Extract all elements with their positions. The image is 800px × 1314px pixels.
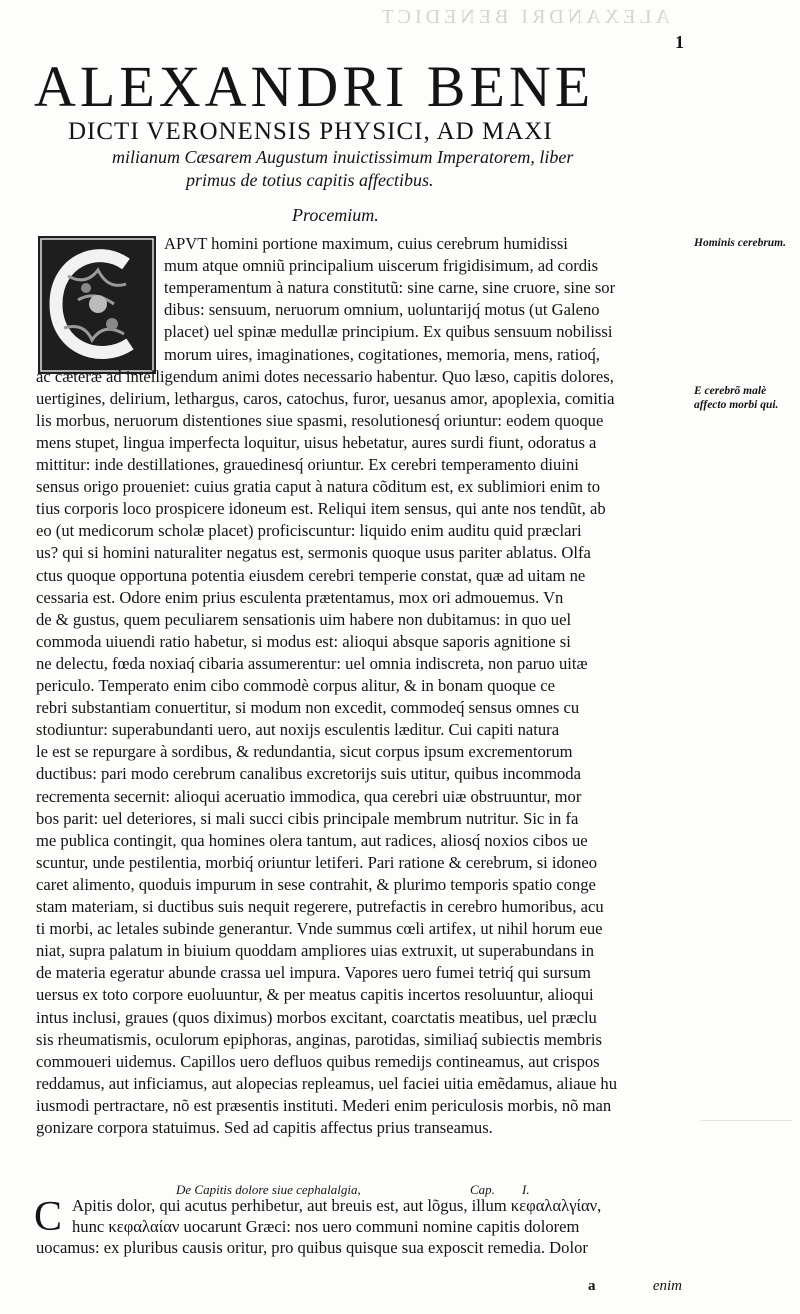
chapter-initial: C [34, 1194, 63, 1240]
chapter-label: Cap. [470, 1182, 495, 1197]
text-line: lis morbus, neruorum distentiones siue spasmi, resolutionesq́ oriuntur: eodem quoque [36, 410, 604, 430]
text-line: stam materiam, si ductibus suis nequit regerere, putrefactis in cerebro humoribus, acu [36, 897, 604, 916]
text-line: niat, supra palatum in biuium quoddam ampliores uias extruxit, ut superabundans in [36, 941, 595, 961]
chapter-number: I. [522, 1182, 530, 1197]
signature-mark: a [588, 1278, 596, 1294]
text-line: temperamentum à natura constitutũ: sine carne, sine cruore, sine sor [164, 278, 616, 298]
text-line: cessaria est. Odore enim prius esculenta prætentamus, mox ori admouemus. Vn [36, 587, 564, 607]
margin-note-1: Hominis cerebrum. [694, 237, 787, 249]
chapter-line-1: Apitis dolor, qui acutus perhibetur, aut breuis est, aut lõgus, illum κεφαλαλγίαν, [72, 1196, 602, 1215]
text-line: ductibus: pari modo cerebrum canalibus excretorijs suis utitur, quibus incommoda [36, 764, 581, 784]
text-line: commoueri uidemus. Capillos uero defluos quibus remedijs contineamus, aut crispos [36, 1051, 600, 1071]
page-number: 1 [675, 32, 684, 52]
text-line: morum uires, imaginationes, cogitationes, memoria, mens, ratioq́, [164, 344, 600, 364]
text-line: eo (ut medicorum scholæ placet) proficiscuntur: liquido enim auditu quid præclari [36, 521, 582, 541]
title-line-1: ALEXANDRI BENE [34, 54, 595, 119]
title-line-3: milianum Cæsarem Augustum inuictissimum Imperatorem, liber [112, 147, 574, 167]
text-line: placet) uel spinæ medullæ principium. Ex quibus sensuum nobilissi [164, 322, 613, 342]
text-line: bos parit: uel deteriores, si mali succi cibis principale membrum nutritur. Sic in fa [36, 808, 579, 828]
text-line: dibus: sensuum, neruorum omnium, uoluntarijq́ motus (ut Galeno [164, 300, 600, 320]
text-line: sensus origo proueniet: cuius gratia caput à natura cõditum est, ex sublimiori enim to [36, 477, 601, 497]
text-line: ctus quoque opportuna potentia eiusdem cerebri temperie constat, quæ ad uitam ne [36, 565, 586, 585]
text-line: rebri substantiam conuertitur, si modum non excedit, commodeq́ sensus omnes cu [36, 698, 580, 718]
text-line: tius corporis loco prospicere idoneum est. Reliqui item sensus, qui ante nos tendũt, ab [36, 499, 606, 519]
text-line: uersus ex toto corpore euoluuntur, & per meatus capitis incertos resoluuntur, alioqui [36, 985, 594, 1005]
title-line-4: primus de totius capitis affectibus. [186, 170, 434, 190]
text-line: iusmodi pertractare, nõ est præsentis instituti. Mederi enim periculosis morbis, nõ man [36, 1095, 612, 1115]
section-heading: Procemium. [292, 205, 379, 225]
chapter-title: De Capitis dolore siue cephalalgia, [176, 1182, 361, 1197]
show-through-text: ALEXANDRI BENEDICT [377, 6, 670, 28]
text-line: commoda uiuendi ratio habetur, si modus est: alioqui absque saporis agnitione si [36, 631, 571, 651]
text-line: mens stupet, lingua imperfecta loquitur, uisus hebetatur, aures surdi fiunt, odoratus a [36, 432, 597, 452]
text-line: intus inclusi, graues (quos diximus) morbos excitant, coarctatis meatibus, uel præclu [36, 1007, 597, 1027]
text-line: ne delectu, fœda noxiaq́ cibaria assumerentur: uel omnia indiscreta, non paruo uitæ [36, 653, 588, 673]
decorated-initial-c [38, 236, 156, 374]
text-line: reddamus, aut inficiamus, aut alopecias repleamus, uel faciei uitia emẽdamus, aliaue hu [36, 1073, 618, 1093]
text-line: scuntur, unde pestilentia, morbiq́ oriuntur letiferi. Pari ratione & cerebrum, si idoneo [36, 852, 598, 872]
text-line: caret alimento, quoduis impurum in sese contrahit, & plurimo temporis spatio conge [36, 874, 596, 894]
text-line: gonizare corpora statuimus. Sed ad capitis affectus prius transeamus. [36, 1118, 493, 1137]
margin-note-2: E cerebrõ malè affecto morbi qui. [694, 385, 779, 411]
text-line: mum atque omniũ principalium uiscerum frigidisimum, ad cordis [164, 256, 599, 276]
text-line: uertigines, delirium, lethargus, caros, catochus, furor, uesanus amor, apoplexia, comitia [36, 388, 615, 408]
text-line: recrementa secernit: alioqui aceruatio immodica, qua cerebri uiæ obstruuntur, mor [36, 786, 582, 806]
text-line: ac cæteræ ad intelligendum animi dotes necessario habentur. Quo læso, capitis dolores, [36, 366, 614, 386]
text-line: APVT homini portione maximum, cuius cerebrum humidissi [164, 234, 568, 253]
chapter-line-2: hunc κεφαλαίαν uocarunt Græci: nos uero communi nomine capitis dolorem [72, 1217, 580, 1236]
chapter-line-3: uocamus: ex pluribus causis oritur, pro quibus quisque sua exposcit remedia. Dolor [36, 1238, 588, 1257]
text-line: us? qui si homini naturaliter negatus est, sermonis quoque usus pariter ablatus. Olfa [36, 543, 591, 563]
text-line: mittitur: inde destillationes, grauedinesq́ oriuntur. Ex cerebri temperamento diuini [36, 455, 579, 474]
text-line: me publica contingit, qua homines olera tantum, aut radices, aliosq́ noxios cibos ue [36, 830, 588, 850]
text-line: stodiuntur: superabundanti uero, aut noxijs esculentis læditur. Cui capiti natura [36, 720, 560, 740]
text-line: periculo. Temperato enim cibo commodè corpus alitur, & in bonam quoque ce [36, 676, 556, 695]
text-line: ti morbi, ac letales subinde generantur. Vnde summus cœli artifex, ut nihil horum eue [36, 919, 603, 939]
text-line: de & gustus, quem peculiarem sensationis uim habere non dubitamus: in quo uel [36, 609, 572, 629]
text-line: le est se repurgare à sordibus, & redundantia, sicut corpus ipsum excrementorum [36, 742, 573, 762]
text-line: de materia egeratur abunde crassa uel impura. Vapores uero fumei tetriq́ qui sursum [36, 963, 591, 983]
catchword: enim [652, 1278, 682, 1294]
text-line: sis rheumatismis, oculorum epiphoras, anginas, parotidas, similiaq́ subiectis membris [36, 1029, 602, 1049]
faint-margin-mark [700, 1120, 792, 1121]
title-line-2: DICTI VERONENSIS PHYSICI, AD MAXI [68, 118, 553, 145]
